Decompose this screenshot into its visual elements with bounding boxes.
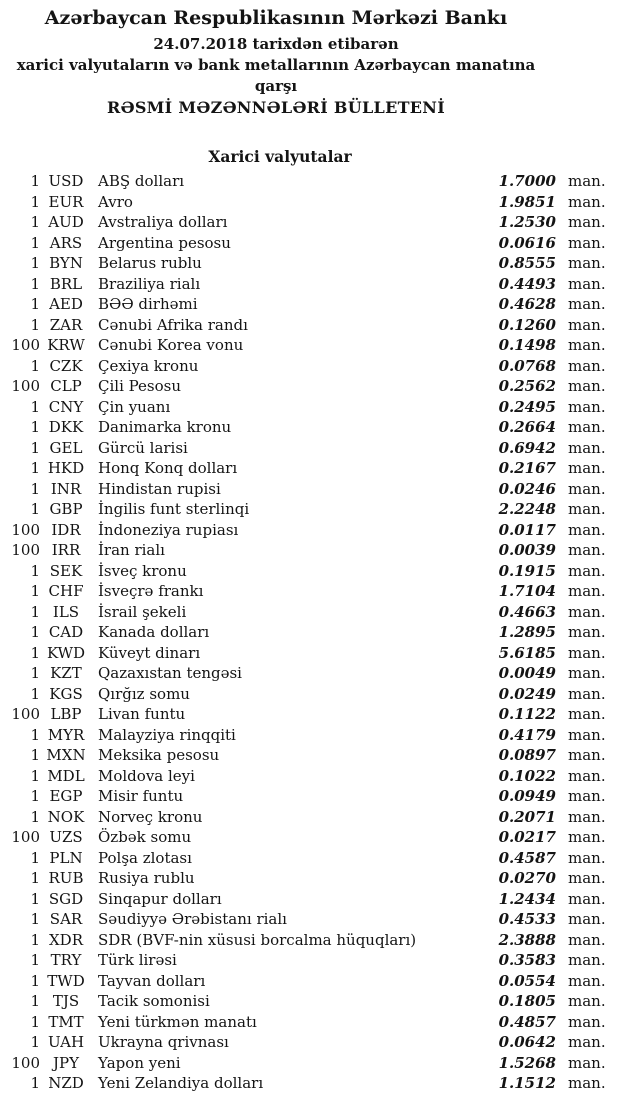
row-currency-name: Belarus rublu: [98, 254, 202, 272]
row-currency-code: INR: [50, 479, 82, 498]
row-quantity: 100: [11, 828, 40, 846]
row-unit-label: man.: [568, 828, 606, 846]
row-currency-code: ARS: [49, 233, 83, 252]
table-row: [0, 1012, 620, 1033]
row-currency-code: ILS: [52, 602, 80, 621]
table-row: [0, 930, 620, 951]
row-quantity: 1: [30, 684, 40, 703]
row-currency-code: MYR: [47, 725, 85, 744]
row-rate-value: 0.1915: [498, 561, 556, 580]
row-unit-label: man.: [568, 561, 606, 580]
row-currency-code: CAD: [48, 623, 84, 641]
row-quantity: 100: [11, 336, 40, 354]
row-currency-code: TMT: [48, 1012, 84, 1031]
table-row: [0, 704, 620, 725]
row-currency-name: İsveçrə frankı: [98, 582, 204, 600]
row-rate-value: 0.1122: [498, 705, 556, 723]
row-quantity: 1: [30, 971, 40, 990]
row-rate-value: 0.2562: [498, 377, 556, 395]
row-currency-name: Polşa zlotası: [98, 848, 192, 867]
row-quantity: 1: [30, 1074, 40, 1092]
table-row: [0, 766, 620, 787]
row-quantity: 1: [30, 356, 40, 375]
row-currency-code: IRR: [51, 541, 81, 559]
row-unit-label: man.: [568, 1074, 606, 1092]
table-row: [0, 889, 620, 910]
row-currency-code: CZK: [49, 356, 83, 375]
row-quantity: 1: [30, 807, 40, 826]
row-quantity: 1: [30, 889, 40, 908]
row-currency-code: USD: [48, 172, 84, 190]
row-quantity: 1: [30, 213, 40, 231]
effective-date-line: 24.07.2018 tarixdən etibarən: [153, 35, 399, 53]
row-currency-code: BRL: [49, 274, 83, 293]
row-currency-name: ABŞ dolları: [98, 172, 185, 190]
row-rate-value: 5.6185: [498, 643, 556, 662]
table-row: [0, 991, 620, 1012]
table-row: [0, 438, 620, 459]
row-unit-label: man.: [568, 869, 606, 887]
table-row: [0, 171, 620, 192]
row-currency-code: CLP: [50, 377, 82, 395]
table-row: [0, 663, 620, 684]
table-row: [0, 1053, 620, 1074]
row-unit-label: man.: [568, 889, 606, 908]
row-unit-label: man.: [568, 438, 606, 457]
row-currency-name: Meksika pesosu: [98, 746, 220, 764]
table-row: [0, 540, 620, 561]
row-unit-label: man.: [568, 377, 606, 395]
bulletin-title: RƏSMİ MƏZƏNNƏLƏRİ BÜLLETENİ: [106, 98, 446, 117]
row-currency-code: KGS: [49, 684, 83, 703]
row-unit-label: man.: [568, 1053, 606, 1072]
row-rate-value: 2.3888: [498, 930, 556, 949]
row-quantity: 1: [30, 664, 40, 682]
row-currency-name: İsrail şekeli: [98, 602, 187, 621]
row-currency-name: Kanada dolları: [98, 623, 210, 641]
row-unit-label: man.: [568, 172, 606, 190]
row-quantity: 1: [30, 233, 40, 252]
row-currency-name: Gürcü larisi: [98, 438, 188, 457]
row-quantity: 100: [11, 705, 40, 723]
row-rate-value: 0.0768: [498, 356, 556, 375]
row-unit-label: man.: [568, 295, 606, 313]
row-rate-value: 0.0897: [498, 746, 556, 764]
row-rate-value: 1.2434: [498, 889, 556, 908]
table-row: [0, 622, 620, 643]
row-quantity: 1: [30, 500, 40, 518]
row-unit-label: man.: [568, 705, 606, 723]
row-unit-label: man.: [568, 213, 606, 231]
row-rate-value: 0.0246: [498, 479, 556, 498]
row-quantity: 1: [30, 418, 40, 436]
table-row: [0, 971, 620, 992]
row-currency-name: Cənubi Korea vonu: [98, 336, 244, 354]
row-rate-value: 0.0642: [498, 1033, 556, 1051]
row-currency-name: İsveç kronu: [98, 561, 187, 580]
table-row: [0, 458, 620, 479]
table-row: [0, 684, 620, 705]
row-rate-value: 0.4857: [498, 1012, 556, 1031]
row-rate-value: 0.0217: [498, 828, 556, 846]
row-currency-name: Qırğız somu: [98, 684, 190, 703]
row-unit-label: man.: [568, 725, 606, 744]
table-row: [0, 233, 620, 254]
table-row: [0, 950, 620, 971]
row-unit-label: man.: [568, 746, 606, 764]
row-rate-value: 0.1022: [498, 766, 556, 785]
row-currency-code: IDR: [51, 520, 81, 539]
table-row: [0, 192, 620, 213]
row-currency-code: EUR: [48, 192, 84, 211]
row-currency-code: EGP: [49, 787, 83, 805]
row-currency-code: MDL: [47, 766, 85, 785]
row-currency-name: İran rialı: [98, 541, 165, 559]
row-rate-value: 0.1260: [498, 315, 556, 334]
row-currency-name: Danimarka kronu: [98, 418, 232, 436]
row-unit-label: man.: [568, 766, 606, 785]
row-rate-value: 1.1512: [498, 1074, 556, 1092]
bank-name-title: Azərbaycan Respublikasının Mərkəzi Bankı: [44, 7, 508, 29]
row-rate-value: 0.4587: [498, 848, 556, 867]
row-currency-name: Avro: [98, 192, 133, 211]
row-currency-code: SGD: [48, 889, 84, 908]
row-quantity: 1: [30, 951, 40, 969]
row-unit-label: man.: [568, 315, 606, 334]
row-rate-value: 0.8555: [498, 254, 556, 272]
table-row: [0, 479, 620, 500]
row-quantity: 1: [30, 254, 40, 272]
row-quantity: 1: [30, 397, 40, 416]
row-currency-name: Tacik somonisi: [98, 992, 210, 1010]
row-currency-name: Misir funtu: [98, 787, 184, 805]
row-currency-code: BYN: [49, 254, 83, 272]
row-currency-code: TWD: [47, 971, 85, 990]
row-currency-name: Yeni türkmən manatı: [98, 1012, 257, 1031]
row-quantity: 1: [30, 869, 40, 887]
row-rate-value: 0.4493: [498, 274, 556, 293]
table-row: [0, 561, 620, 582]
table-row: [0, 1032, 620, 1053]
row-rate-value: 0.0249: [498, 684, 556, 703]
row-rate-value: 1.5268: [498, 1053, 556, 1072]
row-currency-code: UAH: [47, 1033, 85, 1051]
row-rate-value: 0.2495: [498, 397, 556, 416]
row-rate-value: 0.1805: [498, 992, 556, 1010]
section-title-foreign-currencies: Xarici valyutalar: [208, 147, 352, 166]
row-rate-value: 0.2664: [498, 418, 556, 436]
row-quantity: 1: [30, 1012, 40, 1031]
row-currency-name: İndoneziya rupiası: [98, 520, 239, 539]
row-currency-code: HKD: [47, 459, 85, 477]
row-currency-code: ZAR: [49, 315, 83, 334]
table-row: [0, 335, 620, 356]
row-rate-value: 0.1498: [498, 336, 556, 354]
row-rate-value: 0.6942: [498, 438, 556, 457]
table-row: [0, 643, 620, 664]
row-currency-name: Moldova leyi: [98, 766, 195, 785]
row-unit-label: man.: [568, 623, 606, 641]
row-currency-code: TRY: [50, 951, 82, 969]
row-rate-value: 0.4663: [498, 602, 556, 621]
row-quantity: 1: [30, 192, 40, 211]
table-row: [0, 868, 620, 889]
table-row: [0, 1073, 620, 1094]
row-quantity: 1: [30, 315, 40, 334]
row-unit-label: man.: [568, 787, 606, 805]
row-quantity: 1: [30, 582, 40, 600]
row-unit-label: man.: [568, 971, 606, 990]
row-quantity: 1: [30, 602, 40, 621]
table-row: [0, 581, 620, 602]
row-quantity: 1: [30, 479, 40, 498]
row-unit-label: man.: [568, 684, 606, 703]
row-currency-code: XDR: [49, 930, 83, 949]
row-unit-label: man.: [568, 233, 606, 252]
row-quantity: 1: [30, 910, 40, 928]
row-rate-value: 0.0949: [498, 787, 556, 805]
row-unit-label: man.: [568, 930, 606, 949]
row-quantity: 1: [30, 438, 40, 457]
row-quantity: 1: [30, 766, 40, 785]
row-unit-label: man.: [568, 848, 606, 867]
row-quantity: 100: [11, 1053, 40, 1072]
row-currency-name: Qazaxıstan tengəsi: [98, 664, 242, 682]
row-currency-code: GEL: [49, 438, 83, 457]
row-currency-name: Hindistan rupisi: [98, 479, 221, 498]
row-unit-label: man.: [568, 664, 606, 682]
row-currency-code: SAR: [49, 910, 83, 928]
row-currency-code: CNY: [48, 397, 84, 416]
row-currency-name: BƏƏ dirhəmi: [98, 295, 198, 313]
row-unit-label: man.: [568, 1033, 606, 1051]
table-row: [0, 397, 620, 418]
row-currency-code: JPY: [52, 1053, 79, 1072]
row-unit-label: man.: [568, 643, 606, 662]
row-currency-code: UZS: [49, 828, 83, 846]
row-rate-value: 0.4628: [498, 295, 556, 313]
row-unit-label: man.: [568, 397, 606, 416]
row-currency-name: Çili Pesosu: [98, 377, 182, 395]
table-row: [0, 274, 620, 295]
table-row: [0, 315, 620, 336]
row-unit-label: man.: [568, 459, 606, 477]
row-currency-name: Türk lirəsi: [98, 951, 177, 969]
row-rate-value: 1.2530: [498, 213, 556, 231]
row-quantity: 1: [30, 787, 40, 805]
row-rate-value: 0.4533: [498, 910, 556, 928]
row-unit-label: man.: [568, 500, 606, 518]
row-quantity: 1: [30, 725, 40, 744]
row-currency-code: KRW: [47, 336, 85, 354]
row-currency-name: Argentina pesosu: [98, 233, 231, 252]
row-unit-label: man.: [568, 951, 606, 969]
row-currency-name: SDR (BVF-nin xüsusi borcalma hüquqları): [98, 930, 417, 949]
row-currency-name: Yapon yeni: [98, 1053, 181, 1072]
row-quantity: 100: [11, 520, 40, 539]
row-unit-label: man.: [568, 192, 606, 211]
table-row: [0, 294, 620, 315]
row-currency-code: GBP: [49, 500, 83, 518]
row-currency-name: Tayvan dolları: [98, 971, 206, 990]
document-header: [0, 0, 552, 119]
table-row: [0, 253, 620, 274]
row-rate-value: 0.2167: [498, 459, 556, 477]
row-unit-label: man.: [568, 582, 606, 600]
row-currency-name: Özbək somu: [98, 828, 192, 846]
table-row: [0, 376, 620, 397]
row-quantity: 1: [30, 746, 40, 764]
row-currency-code: KWD: [46, 643, 86, 662]
row-quantity: 1: [30, 459, 40, 477]
table-row: [0, 356, 620, 377]
row-currency-name: Ukrayna qrivnası: [98, 1033, 229, 1051]
row-unit-label: man.: [568, 336, 606, 354]
row-currency-name: Norveç kronu: [98, 807, 203, 826]
row-rate-value: 1.9851: [498, 192, 556, 211]
row-rate-value: 0.0049: [498, 664, 556, 682]
row-quantity: 1: [30, 1033, 40, 1051]
row-currency-code: PLN: [49, 848, 83, 867]
bulletin-subtitle: xarici valyutaların və bank metallarının Azərbaycan manatına qarşı: [16, 56, 536, 95]
row-quantity: 1: [30, 848, 40, 867]
row-unit-label: man.: [568, 520, 606, 539]
row-quantity: 1: [30, 274, 40, 293]
table-row: [0, 909, 620, 930]
currency-rates-table: [0, 171, 620, 1094]
table-row: [0, 827, 620, 848]
table-row: [0, 848, 620, 869]
row-unit-label: man.: [568, 274, 606, 293]
table-row: [0, 499, 620, 520]
row-currency-code: SEK: [49, 561, 83, 580]
row-unit-label: man.: [568, 1012, 606, 1031]
row-currency-name: Sinqapur dolları: [98, 889, 222, 908]
row-rate-value: 0.0616: [498, 233, 556, 252]
table-row: [0, 725, 620, 746]
row-quantity: 1: [30, 930, 40, 949]
row-rate-value: 0.0270: [498, 869, 556, 887]
row-rate-value: 0.0117: [498, 520, 556, 539]
row-unit-label: man.: [568, 910, 606, 928]
row-currency-code: NZD: [48, 1074, 84, 1092]
row-unit-label: man.: [568, 992, 606, 1010]
row-currency-code: LBP: [50, 705, 82, 723]
row-currency-name: Honq Konq dolları: [98, 459, 238, 477]
row-rate-value: 1.7104: [498, 582, 556, 600]
row-unit-label: man.: [568, 418, 606, 436]
table-row: [0, 520, 620, 541]
row-currency-name: Səudiyyə Ərəbistanı rialı: [98, 910, 287, 928]
row-currency-name: Avstraliya dolları: [98, 213, 228, 231]
row-currency-code: KZT: [50, 664, 82, 682]
row-quantity: 100: [11, 541, 40, 559]
row-currency-name: Malayziya rinqqiti: [98, 725, 236, 744]
row-currency-name: Livan funtu: [98, 705, 186, 723]
row-quantity: 1: [30, 992, 40, 1010]
row-currency-code: CHF: [48, 582, 84, 600]
row-currency-code: MXN: [46, 746, 86, 764]
row-currency-name: Cənubi Afrika randı: [98, 315, 248, 334]
row-rate-value: 0.2071: [498, 807, 556, 826]
row-unit-label: man.: [568, 479, 606, 498]
table-row: [0, 212, 620, 233]
row-quantity: 1: [30, 623, 40, 641]
row-currency-code: RUB: [48, 869, 84, 887]
row-rate-value: 0.0039: [498, 541, 556, 559]
row-currency-name: Braziliya rialı: [98, 274, 201, 293]
row-quantity: 1: [30, 643, 40, 662]
row-unit-label: man.: [568, 602, 606, 621]
row-currency-code: TJS: [52, 992, 80, 1010]
row-rate-value: 2.2248: [498, 500, 556, 518]
row-quantity: 100: [11, 377, 40, 395]
table-row: [0, 786, 620, 807]
table-row: [0, 602, 620, 623]
row-rate-value: 0.4179: [498, 725, 556, 744]
row-unit-label: man.: [568, 541, 606, 559]
row-currency-name: Çin yuanı: [98, 397, 171, 416]
table-row: [0, 745, 620, 766]
row-currency-name: Yeni Zelandiya dolları: [98, 1074, 264, 1092]
row-rate-value: 1.7000: [498, 172, 556, 190]
row-quantity: 1: [30, 172, 40, 190]
row-currency-name: Küveyt dinarı: [98, 643, 201, 662]
row-currency-code: NOK: [47, 807, 85, 826]
table-row: [0, 807, 620, 828]
row-rate-value: 0.0554: [498, 971, 556, 990]
row-currency-name: Rusiya rublu: [98, 869, 195, 887]
row-rate-value: 1.2895: [498, 623, 556, 641]
row-currency-code: AED: [49, 295, 83, 313]
row-quantity: 1: [30, 561, 40, 580]
row-unit-label: man.: [568, 356, 606, 375]
row-currency-name: İngilis funt sterlinqi: [98, 500, 250, 518]
row-quantity: 1: [30, 295, 40, 313]
table-row: [0, 417, 620, 438]
row-rate-value: 0.3583: [498, 951, 556, 969]
row-unit-label: man.: [568, 807, 606, 826]
row-unit-label: man.: [568, 254, 606, 272]
row-currency-name: Çexiya kronu: [98, 356, 199, 375]
row-currency-code: DKK: [48, 418, 84, 436]
row-currency-code: AUD: [48, 213, 84, 231]
